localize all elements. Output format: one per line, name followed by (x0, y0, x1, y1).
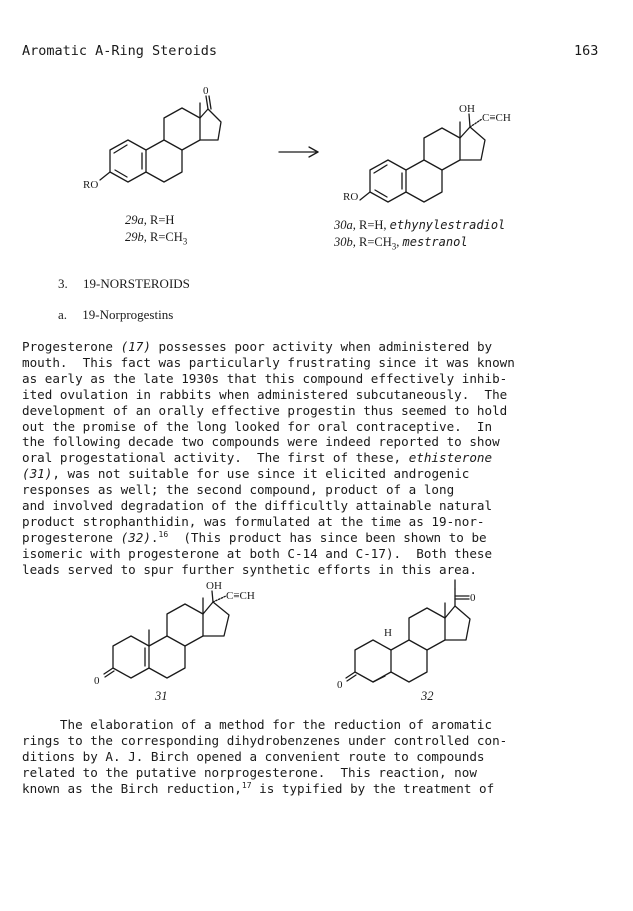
p1-line-5: development of an orally effective progestin thus seemed to hold (22, 402, 508, 418)
p1-line-14: isomeric with progesterone at both C-14 and C-17). Both these (22, 545, 493, 561)
paragraph-2 (22, 717, 622, 797)
footnote-ref-17: 17 (241, 780, 252, 790)
p1-l1c: possesses poor activity when administered by (150, 339, 493, 354)
label-31 (155, 688, 168, 705)
s30-atom-ethynyl: C≡CH (482, 112, 511, 124)
s32-atom-o: 0 (337, 679, 343, 691)
label-29b-r: R=CH (150, 230, 183, 244)
p1-l9b: , was not suitable for use since it elicited androgenic (52, 466, 470, 482)
running-header-title: Aromatic A-Ring Steroids (22, 43, 218, 59)
p1-line-2: mouth. This fact was particularly frustrating since it was known (22, 354, 515, 370)
label-32 (421, 688, 434, 705)
label-30b-sub: 3 (391, 241, 397, 252)
label-29b-sub: 3 (182, 236, 188, 247)
section-title: 19-NORSTEROIDS (83, 276, 190, 291)
p1-l13d: (This product has since been shown to be (168, 529, 487, 545)
p1-l8a: oral progestational activity. The first of these, (22, 450, 409, 466)
subsection-title: 19-Norprogestins (82, 307, 174, 322)
label-30b-comma: , (396, 235, 400, 249)
s30-atom-oh: OH (459, 103, 475, 115)
p2-l5b: is typified by the treatment of (251, 780, 495, 796)
label-31-text: 31 (155, 689, 168, 703)
s32-atom-h: H (384, 627, 392, 639)
term-ethisterone: ethisterone (408, 450, 493, 466)
p1-line-12: product strophanthidin, was formulated at the time as 19-nor- (22, 513, 485, 529)
label-30b-name: mestranol (402, 235, 468, 249)
p1-line-3: as early as the late 1930s that this compound effectively inhib- (22, 370, 508, 386)
s32-atom-o-top: 0 (470, 592, 476, 604)
label-30b-id: 30b, (334, 235, 356, 249)
s31-atom-ethynyl: C≡CH (226, 590, 255, 602)
p2-line-1: The elaboration of a method for the reduction of aromatic (22, 717, 493, 732)
section-number: 3. (58, 276, 68, 291)
p1-l13c: . (150, 529, 159, 545)
s32-ring-a-double (373, 676, 385, 682)
compound-ref-32: (32) (120, 529, 151, 545)
p2-line-4: related to the putative norprogesterone. This reaction, now (22, 764, 477, 780)
label-32-text: 32 (421, 689, 434, 703)
label-30b-r: R=CH (359, 235, 392, 249)
footnote-ref-16: 16 (158, 529, 169, 539)
p2-line-3: ditions by A. J. Birch opened a convenient route to compounds (22, 748, 485, 764)
p1-line-15: leads served to spur further synthetic efforts in this area. (22, 561, 477, 577)
label-29a-r: R=H (150, 213, 175, 227)
compound-ref-31: (31) (22, 466, 53, 482)
label-30a-id: 30a, (334, 218, 356, 232)
p2-line-5 (22, 781, 622, 797)
compound-ref-17: (17) (120, 339, 151, 354)
p1-l1a: Progesterone (22, 339, 121, 354)
s32-ring-d (445, 606, 470, 640)
s30-atom-ro: RO (343, 191, 359, 203)
s32-ring-a (355, 640, 391, 682)
page-number: 163 (574, 43, 599, 59)
label-30a-name: ethynylestradiol (389, 218, 506, 232)
p2-l5a: known as the Birch reduction, (22, 780, 242, 796)
s31-atom-o: 0 (94, 675, 100, 687)
s29-atom-o: 0 (203, 85, 209, 97)
s31-atom-oh: OH (206, 580, 222, 592)
label-30a-r: R=H, (359, 218, 387, 232)
p2-line-2: rings to the corresponding dihydrobenzenes under controlled con- (22, 732, 508, 748)
label-29b-id: 29b, (125, 230, 147, 244)
label-29a-id: 29a, (125, 213, 147, 227)
p1-line-7: the following decade two compounds were indeed reported to show (22, 434, 500, 450)
subsection-letter: a. (58, 307, 68, 322)
s29-atom-ro: RO (83, 179, 99, 191)
p1-line-4: ited ovulation in rabbits when administered subcutaneously. The (22, 386, 508, 402)
p1-line-6: out the promise of the long looked for oral contraceptive. In (22, 418, 493, 434)
s32-ring-b (391, 640, 427, 682)
p1-line-10: responses as well; the second compound, product of a long (22, 482, 455, 498)
p1-line-11: and involved degradation of the difficultly attainable natural (22, 498, 493, 514)
p1-l13a: progesterone (22, 529, 121, 545)
